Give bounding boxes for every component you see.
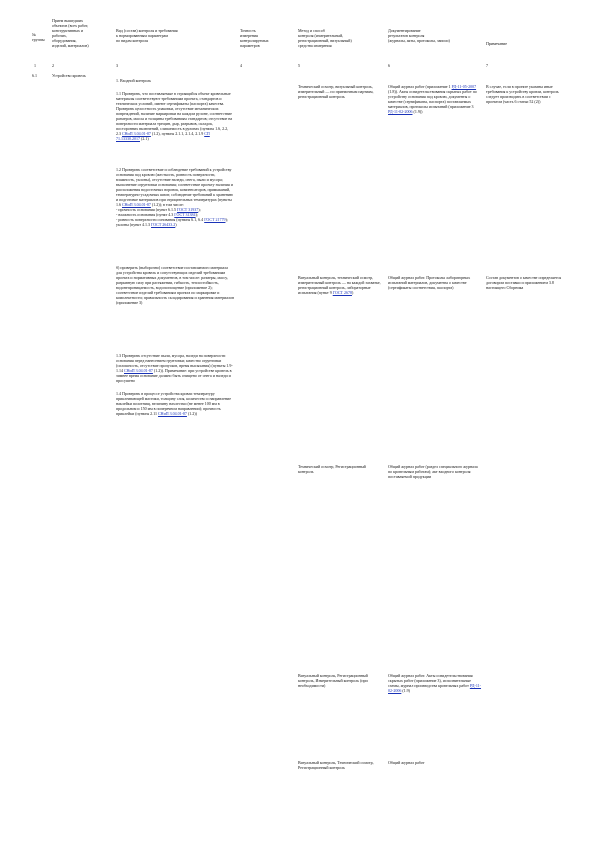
row-number: 6.1 <box>32 73 37 78</box>
column-number-3: 3 <box>116 63 118 68</box>
header-method: Метод и способ контроля (измерительный, регистрационный, визуальный) средства измерения <box>298 28 352 48</box>
column-number-6: 6 <box>388 63 390 68</box>
norm-link[interactable]: СП 71.13330.2017 <box>116 131 210 141</box>
norm-link[interactable]: ГОСТ 31937 <box>176 207 199 212</box>
documents-2: Общий журнал работ. Протоколы лабораторных испытаний материалов, документы о качестве (сертификаты соответствия, паспорта) <box>388 275 471 290</box>
header-number: № группы <box>32 32 45 42</box>
column-number-5: 5 <box>298 63 300 68</box>
norm-link[interactable]: ГОСТ 31384 <box>174 212 196 217</box>
control-item-1-3: 1.3 Проверить отсутствие пыли, мусора, наледи на поверхности основания перед нанесением грунтовки; качество огрунтовки (сплошность, отсутствие пропусков, время высыхания) (пункты 1.9-1.14 СНиП 3.04.01-87 (1.2)). Примечание: при устройстве кровель в зимнее время основание должно быть очищено от снега и наледи и просушено <box>116 353 233 383</box>
note-1: В случае, если в проекте указаны иные требования к устройству кровли, контроль следует производить в соответствии с проектом (часть 6 статьи 52 (2)) <box>486 84 559 104</box>
documents-5: Общий журнал работ <box>388 760 425 765</box>
column-number-7: 7 <box>486 63 488 68</box>
norm-link[interactable]: СНиП 3.04.01-87 <box>158 411 187 416</box>
control-item-b: б) проверить (выборочно) соответствие поставляемого материала для устройства кровель и сопутствующих изделий требованиям проекта и нормативных документов, в том числе: размеры, массу, разрывную силу при растяжении, гибкость, теплостойкость, водонепроницаемость, водопоглощение (приложение 2); соответствие изделий требованиям проекта по маркировке и комплектности; правильность складирования и хранения материалов (приложение 3) <box>116 265 235 305</box>
norm-link[interactable]: РД-11-05-2007 <box>451 84 477 89</box>
control-item-1-1: 1.1 Проверить, что поставляемые в строящийся объект кровельные материалы соответствуют требованиям проекта, стандартов и технических условий, имеют сертификаты (паспорта) качества. Проверить целостность упаковки, отсутствие механических повреждений, наличие маркировки на каждом рулоне, соответствие размеров, массы и толщины требованиям стандартов; отсутствие на поверхности материала трещин, дыр, разрывов, складок, посторонних включений, слипаемость в рулонах (пункты 1.6, 2.2, 2.3 СНиП 3.04.01-87 (1.2), пункты 2.1.1, 2.1.4, 2.1.9 СП 71.13330.2017 (2.1) <box>116 91 233 141</box>
header-content: Вид (состав) контроля и требования к нормированным параметрам по видам контроля <box>116 28 178 43</box>
norm-link[interactable]: СНиП 3.04.01-87 <box>124 368 153 373</box>
column-number-2: 2 <box>52 63 54 68</box>
norm-link[interactable]: РД-11-02-2006 <box>388 683 482 693</box>
documents-1: Общий журнал работ (приложение 1 РД-11-05-2007 (1.8)). Акты освидетельствования скрытых работ по устройству основания под кровлю, документы о качестве (сертификаты, паспорта) поставляемых материалов, протоколы испытаний (приложение 3 РД-11-02-2006 (1.9)) <box>388 84 477 114</box>
column-number-1: 1 <box>34 63 36 68</box>
norm-link[interactable]: СНиП 3.04.01-87 <box>122 131 151 136</box>
column-number-4: 4 <box>240 63 242 68</box>
norm-link[interactable]: СНиП 3.04.01-87 <box>122 202 151 207</box>
control-item-1-4: 1.4 Проверить в процессе устройства кровли температуру приклеивающей мастики, толщину слоя, количество и направление наклейки полотнищ, величину нахлестки (не менее 100 мм в продольном и 150 мм в поперечном направлении); прочность приклейки (пункты 2.11 СНиП 3.04.01-87 (1.2)) <box>116 391 231 416</box>
header-accuracy: Точность измерения контролируемых параметров <box>240 28 269 48</box>
norm-link[interactable]: ГОСТ 21779 <box>204 217 226 222</box>
method-4: Визуальный контроль, Регистрационный контроль, Измерительный контроль (при необходимости) <box>298 673 368 688</box>
documents-4: Общий журнал работ. Акты освидетельствования скрытых работ (приложение 3), исполнительные схемы, журнал производства кровельных работ РД-11-02-2006 (1.9) <box>388 673 482 693</box>
header-documents: Документирование результатов контроля (журналы, акты, протоколы, записи) <box>388 28 450 43</box>
norm-link[interactable]: ГОСТ 2678 <box>332 290 352 295</box>
header-objects: Прием вышедших объектов (всех работ, конструктивных и рабочих, оборудования, изделий, материалов) <box>52 18 89 48</box>
method-5: Визуальный контроль, Технический осмотр, Регистрационный контроль <box>298 760 374 770</box>
method-3: Технический осмотр, Регистрационный контроль <box>298 464 366 474</box>
header-note: Примечание <box>486 41 508 46</box>
input-control-heading: 1. Входной контроль <box>116 78 152 83</box>
row-object: Устройство кровель <box>52 73 86 78</box>
note-2: Состав документов о качестве определяется договором поставки и приложением 3.8 настоящего Сборника <box>486 275 562 290</box>
control-item-1-2: 1.2 Проверить соответствие и соблюдение требований к устройству основания под кровлю (жесткость, ровность поверхности, влажность, уклоны), отсутствие наледи, снега, пыли и мусора; выполнение огрунтовки основания; соответствие проекту наличия и расположения водосточных воронок, компенсаторов, примыканий, температурно-усадочных швов; соблюдение требований к хранению и подготовке материалов при отрицательных температурах (пункты 1.6 СНиП 3.04.01-87 (1.2)); в том числе: - прочность основания (пункт 6.1.5 ГОСТ 31937); - влажность основания (пункт 4.3 ГОСТ 31384); - ровность поверхности основания (пункты 6.1, 6.4 ГОСТ 21779); уклоны (пункт 4.1.3 ГОСТ 26433.2) <box>116 167 234 227</box>
norm-link[interactable]: РД-11-02-2006 <box>388 109 413 114</box>
method-1: Технический осмотр, визуальный контроль, измерительный — по приемочным партиям, регистрационный контроль <box>298 84 374 99</box>
control-content-column <box>116 73 234 424</box>
method-2: Визуальный контроль, технический осмотр, измерительный контроль — на каждой захватке, регистрационный контроль, лабораторные испытания (пункт 9 ГОСТ 2678) <box>298 275 381 295</box>
documents-3: Общий журнал работ (раздел специального журнала по кровельным работам); акт входного контроля поставляемой продукции <box>388 464 478 479</box>
norm-link[interactable]: ГОСТ 26433.2 <box>151 222 176 227</box>
